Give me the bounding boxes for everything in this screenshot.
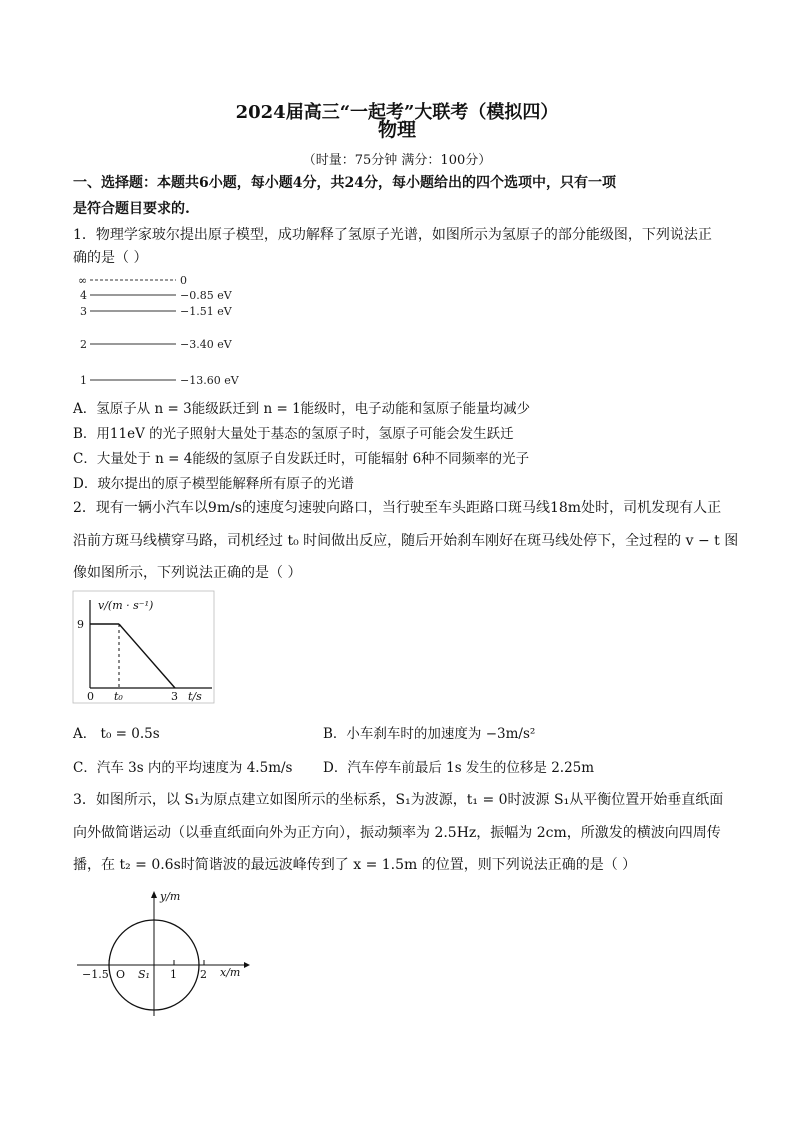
wave-tick-label-2: 2 xyxy=(200,968,207,981)
level-energy-2: −3.40 eV xyxy=(180,338,232,351)
wave-y-arrow xyxy=(151,891,157,898)
level-n-4: 4 xyxy=(80,289,87,302)
vt-braking-segment xyxy=(119,624,175,688)
vt-x-label: t/s xyxy=(188,690,202,703)
q3-stem-line1: 3．如图所示，以 S₁为原点建立如图所示的坐标系，S₁为波源，t₁ = 0时波源 S₁从平衡位置开始垂直纸面 xyxy=(73,792,724,808)
q1-stem-line2: 确的是（ ） xyxy=(73,250,148,266)
q2-option-c: C．汽车 3s 内的平均速度为 4.5m/s xyxy=(73,760,293,776)
q1-option-d: D．玻尔提出的原子模型能解释所有原子的光谱 xyxy=(73,476,354,492)
level-n-inf: ∞ xyxy=(78,274,88,287)
level-n-3: 3 xyxy=(80,305,87,318)
q3-stem-line3: 播，在 t₂ = 0.6s时简谐波的最远波峰传到了 x = 1.5m 的位置，则下列说法正确的是（ ） xyxy=(73,857,637,873)
energy-level-diagram xyxy=(72,268,252,393)
q1-option-b: B．用11eV 的光子照射大量处于基态的氢原子时，氢原子可能会发生跃迁 xyxy=(73,426,514,442)
q2-option-d: D．汽车停车前最后 1s 发生的位移是 2.25m xyxy=(323,760,595,776)
vt-graph xyxy=(72,590,217,705)
vt-x-tick-3: 3 xyxy=(171,690,178,703)
q2-stem-line3: 像如图所示，下列说法正确的是（ ） xyxy=(73,565,302,581)
q1-option-a: A．氢原子从 n = 3能级跃迁到 n = 1能级时，电子动能和氢原子能量均减少 xyxy=(73,401,531,417)
level-n-1: 1 xyxy=(80,374,87,387)
q3-stem-line2: 向外做简谐运动（以垂直纸面向外为正方向），振动频率为 2.5Hz，振幅为 2cm，所激发的横波向四周传 xyxy=(73,825,721,841)
q2-option-b: B．小车刹车时的加速度为 −3m/s² xyxy=(323,726,536,742)
q1-stem-line1: 1．物理学家玻尔提出原子模型，成功解释了氢原子光谱，如图所示为氢原子的部分能级图，下列说法正 xyxy=(73,227,712,243)
wave-x-label: x/m xyxy=(220,966,241,979)
vt-origin-label: 0 xyxy=(87,690,94,703)
exam-time-info: （时量：75分钟 满分：100分） xyxy=(302,153,492,168)
vt-y-label: v/(m · s⁻¹) xyxy=(98,599,154,612)
wave-tick-label-o: O xyxy=(116,968,126,981)
level-n-2: 2 xyxy=(80,338,87,351)
wave-source-label: S₁ xyxy=(138,968,150,981)
subject-title: 物理 xyxy=(377,119,416,141)
wave-tick-label-neg15: −1.5 xyxy=(82,968,109,981)
wave-figure xyxy=(72,886,252,1018)
vt-t0-label: t₀ xyxy=(114,690,123,703)
q2-option-a: A． t₀ = 0.5s xyxy=(73,726,160,742)
q2-stem-line2: 沿前方斑马线横穿马路，司机经过 t₀ 时间做出反应，随后开始刹车刚好在斑马线处停下，全过程的 v − t 图 xyxy=(73,533,739,549)
wave-y-label: y/m xyxy=(160,890,181,903)
level-energy-inf: 0 xyxy=(180,274,187,287)
exam-title: 2024届高三“一起考”大联考（模拟四） xyxy=(235,102,559,123)
vt-y-tick-9: 9 xyxy=(77,618,84,631)
q1-option-c: C．大量处于 n = 4能级的氢原子自发跃迁时，可能辐射 6种不同频率的光子 xyxy=(73,451,530,467)
level-energy-4: −0.85 eV xyxy=(180,289,232,302)
section-heading-line2: 是符合题目要求的. xyxy=(73,201,190,217)
level-energy-1: −13.60 eV xyxy=(180,374,239,387)
level-energy-3: −1.51 eV xyxy=(180,305,232,318)
section-heading-line1: 一、选择题：本题共6小题，每小题4分，共24分，每小题给出的四个选项中，只有一项 xyxy=(73,175,616,191)
wave-x-arrow xyxy=(244,962,250,968)
wave-tick-label-1: 1 xyxy=(170,968,177,981)
q2-stem-line1: 2．现有一辆小汽车以9m/s的速度匀速驶向路口，当行驶至车头距路口斑马线18m处时，司机发现有人正 xyxy=(73,500,722,516)
